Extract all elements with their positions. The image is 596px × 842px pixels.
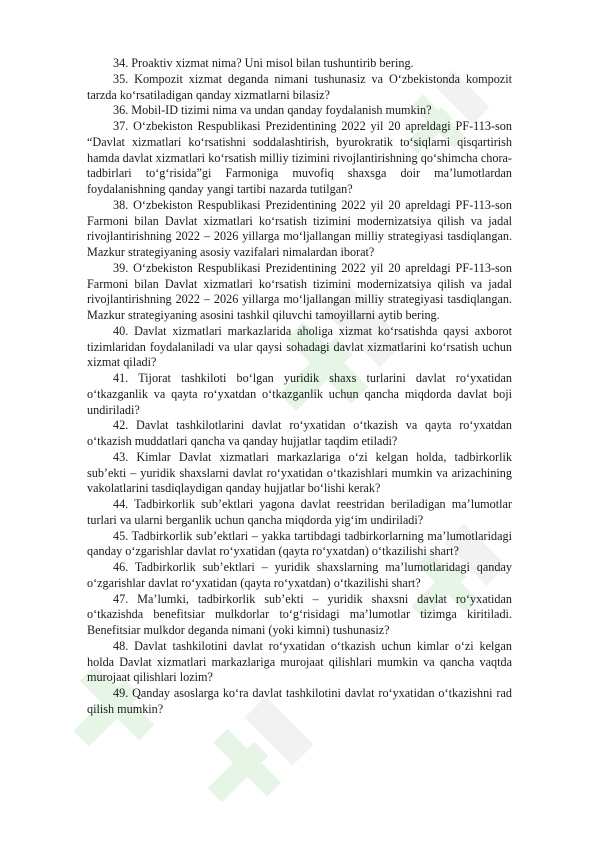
question-41: 41. Tijorat tashkiloti bo‘lgan yuridik shaxs turlarini davlat ro‘yxatidan o‘tkazganlik va qayta ro‘yxatdan o‘tkazganlik uchun qancha miqdorda davlat boji undiriladi?	[87, 371, 512, 417]
question-45: 45. Tadbirkorlik sub’ektlari – yakka tartibdagi tadbirkorlarning ma’lumotlaridagi qanday o‘zgarishlar davlat ro‘yxatidan (qayta ro‘yxatdan) o‘tkazilishi shart?	[87, 528, 512, 559]
question-39: 39. O‘zbekiston Respublikasi Prezidentining 2022 yil 20 apreldagi PF-113-son Farmoni bilan Davlat xizmatlari ko‘rsatish tizimini modernizatsiya qilish va jadal rivojlantirishning 2022 – 2026 yillarga mo‘ljallangan milliy strategiyasi tasdiqlangan. Mazkur strategiyaning asosini tashkil qiluvchi tamoyillarni aytib bering.	[87, 260, 512, 322]
question-49: 49. Qanday asoslarga ko‘ra davlat tashkilotini davlat ro‘yxatidan o‘tkazishni rad qilish mumkin?	[87, 686, 512, 716]
question-42: 42. Davlat tashkilotlarini davlat ro‘yxatidan o‘tkazish va qayta ro‘yxatdan o‘tkazish muddatlari qancha va qanday hujjatlar taqdim etiladi?	[87, 418, 512, 448]
question-47: 47. Ma’lumki, tadbirkorlik sub’ekti – yuridik shaxsni davlat ro‘yxatidan o‘tkazishda benefitsiar mulkdorlar to‘g‘risidagi ma’lumotlar tizimga kiritiladi. Benefitsiar mulkdor deganda nimani (yoki kimni) tushunasiz?	[87, 591, 512, 637]
question-48: 48. Davlat tashkilotini davlat ro‘yxatidan o‘tkazish uchun kimlar o‘zi kelgan holda Davlat xizmatlari markazlariga murojaat qilishlari mumkin va qancha vaqtda murojaat qilishlari lozim?	[87, 638, 512, 685]
question-36: 36. Mobil-ID tizimi nima va undan qanday foydalanish mumkin?	[113, 103, 432, 118]
question-37: 37. O‘zbekiston Respublikasi Prezidentining 2022 yil 20 apreldagi PF-113-son “Davlat xizmatlari ko‘rsatishni soddalashtirish, byurokratik to‘siqlarni qisqartirish hamda davlat xizmatlari ko‘rsatish milliy tizimini rivojlantirishning qo‘shimcha chora-tadbirlari to‘g‘risida”gi Farmoniga muvofiq shaxsga doir ma’lumotlardan foydalanishning qanday yangi tartibi nazarda tutilgan?	[87, 119, 512, 196]
question-35: 35. Kompozit xizmat deganda nimani tushunasiz va O‘zbekistonda kompozit tarzda ko‘rsatiladigan qanday xizmatlarni bilasiz?	[87, 71, 512, 102]
question-40: 40. Davlat xizmatlari markazlarida aholiga xizmat ko‘rsatishda qaysi axborot tizimlaridan foydalaniladi va ular qaysi sohadagi davlat xizmatlarini ko‘rsatish uchun xizmat qiladi?	[87, 323, 512, 370]
document-page	[87, 56, 512, 718]
question-38: 38. O‘zbekiston Respublikasi Prezidentining 2022 yil 20 apreldagi PF-113-son Farmoni bilan Davlat xizmatlari ko‘rsatish tizimini modernizatsiya qilish va jadal rivojlantirishning 2022 – 2026 yillarga mo‘ljallangan milliy strategiyasi tasdiqlangan. Mazkur strategiyaning asosiy vazifalari nimalardan iborat?	[87, 197, 512, 259]
question-44: 44. Tadbirkorlik sub’ektlari yagona davlat reestridan beriladigan ma’lumotlar turlari va ularni berganlik uchun qancha miqdorda yig‘im undiriladi?	[87, 497, 512, 527]
question-43: 43. Kimlar Davlat xizmatlari markazlariga o‘zi kelgan holda, tadbirkorlik sub’ekti – yuridik shaxslarni davlat ro‘yxatidan o‘tkazishlari mumkin va arizachining vakolatlarini tasdiqlaydigan qanday hujjatlar bo‘lishi kerak?	[87, 449, 512, 496]
question-34: 34. Proaktiv xizmat nima? Uni misol bilan tushuntirib bering.	[113, 56, 414, 70]
question-46: 46. Tadbirkorlik sub’ektlari – yuridik shaxslarning ma’lumotlaridagi qanday o‘zgarishlar davlat ro‘yxatidan (qayta ro‘yxatdan) o‘tkazilishi shart?	[87, 560, 512, 590]
